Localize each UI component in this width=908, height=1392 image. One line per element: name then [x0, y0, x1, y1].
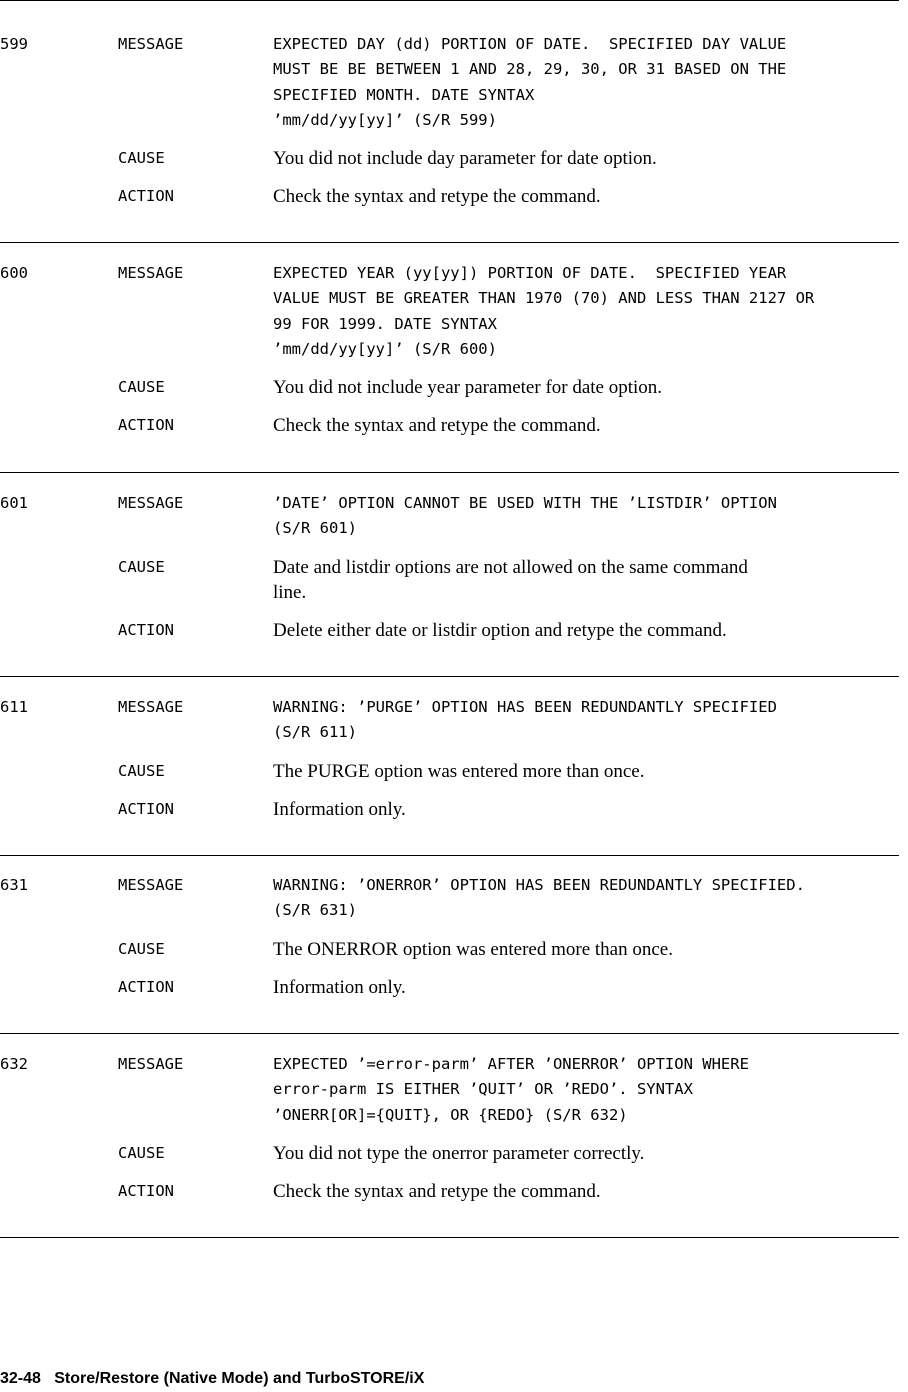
action-line: Information only.: [273, 976, 406, 998]
error-entry-632: [0, 1052, 908, 1204]
cause-line: The PURGE option was entered more than once.: [273, 760, 645, 782]
message-line: WARNING: ’PURGE’ OPTION HAS BEEN REDUNDANTLY SPECIFIED: [273, 698, 777, 716]
cause-line: You did not include year parameter for date option.: [273, 377, 663, 399]
message-text: [273, 32, 903, 133]
message-line: (S/R 611): [273, 723, 357, 742]
error-entry-611: [0, 695, 908, 822]
cause-label: CAUSE: [118, 939, 165, 958]
message-row: [0, 261, 908, 362]
cause-text: [273, 937, 903, 962]
cause-line: You did not include day parameter for date option.: [273, 148, 657, 170]
message-line: error-parm IS EITHER ’QUIT’ OR ’REDO’. SYNTAX: [273, 1080, 693, 1099]
separator-rule: [0, 242, 899, 243]
message-line: MUST BE BE BETWEEN 1 AND 28, 29, 30, OR 31 BASED ON THE: [273, 60, 787, 79]
cause-label: CAUSE: [118, 761, 165, 780]
cause-text: [273, 146, 903, 171]
message-label: MESSAGE: [118, 494, 184, 512]
message-line: (S/R 601): [273, 519, 357, 538]
cause-row: [0, 937, 908, 962]
separator-rule: [0, 676, 899, 677]
message-row: [0, 32, 908, 133]
error-entry-600: [0, 261, 908, 439]
message-line: EXPECTED DAY (dd) PORTION OF DATE. SPECIFIED DAY VALUE: [273, 35, 787, 53]
action-line: Information only.: [273, 798, 406, 820]
action-label: ACTION: [118, 799, 174, 818]
action-row: [0, 618, 908, 643]
cause-label: CAUSE: [118, 378, 165, 397]
action-row: [0, 1179, 908, 1204]
error-number: 631: [0, 876, 28, 894]
message-label: MESSAGE: [118, 35, 184, 53]
message-line: EXPECTED ’=error-parm’ AFTER ’ONERROR’ OPTION WHERE: [273, 1055, 749, 1073]
error-entry-631: [0, 873, 908, 1000]
message-line: 99 FOR 1999. DATE SYNTAX: [273, 314, 497, 333]
message-line: ’ONERR[OR]={QUIT}, OR {REDO} (S/R 632): [273, 1105, 628, 1124]
cause-line: The ONERROR option was entered more than once.: [273, 938, 673, 960]
cause-row: [0, 146, 908, 171]
cause-text: [273, 555, 903, 606]
message-row: [0, 873, 908, 924]
cause-text: [273, 375, 903, 400]
cause-row: [0, 759, 908, 784]
error-entry-599: [0, 32, 908, 210]
message-text: [273, 695, 903, 746]
message-row: [0, 491, 908, 542]
action-line: Check the syntax and retype the command.: [273, 1181, 601, 1203]
action-row: [0, 797, 908, 822]
message-line: VALUE MUST BE GREATER THAN 1970 (70) AND LESS THAN 2127 OR: [273, 289, 815, 308]
message-text: [273, 491, 903, 542]
action-line: Delete either date or listdir option and retype the command.: [273, 620, 727, 642]
cause-text: [273, 1141, 903, 1166]
separator-rule: [0, 1033, 899, 1034]
action-line: Check the syntax and retype the command.: [273, 186, 601, 208]
cause-label: CAUSE: [118, 149, 165, 168]
cause-label: CAUSE: [118, 1143, 165, 1162]
cause-row: [0, 375, 908, 400]
error-number: 599: [0, 35, 28, 53]
cause-row: [0, 1141, 908, 1166]
message-label: MESSAGE: [118, 1055, 184, 1073]
action-label: ACTION: [118, 416, 174, 435]
cause-label: CAUSE: [118, 557, 165, 576]
action-row: [0, 975, 908, 1000]
message-text: [273, 261, 903, 362]
error-number: 611: [0, 698, 28, 716]
cause-row: [0, 555, 908, 606]
message-row: [0, 695, 908, 746]
cause-line: Date and listdir options are not allowed on the same command: [273, 556, 748, 578]
error-number: 601: [0, 494, 28, 512]
message-row: [0, 1052, 908, 1128]
message-text: [273, 873, 903, 924]
action-line: Check the syntax and retype the command.: [273, 415, 601, 437]
action-text: [273, 975, 903, 1000]
message-label: MESSAGE: [118, 698, 184, 716]
action-label: ACTION: [118, 1182, 174, 1201]
message-line: ’DATE’ OPTION CANNOT BE USED WITH THE ’LISTDIR’ OPTION: [273, 494, 777, 512]
message-text: [273, 1052, 903, 1128]
separator-rule: [0, 855, 899, 856]
action-label: ACTION: [118, 621, 174, 640]
message-line: ’mm/dd/yy[yy]’ (S/R 600): [273, 339, 497, 358]
message-line: (S/R 631): [273, 901, 357, 920]
message-line: ’mm/dd/yy[yy]’ (S/R 599): [273, 110, 497, 129]
action-label: ACTION: [118, 977, 174, 996]
action-row: [0, 184, 908, 209]
action-label: ACTION: [118, 187, 174, 206]
page-footer: 32-48 Store/Restore (Native Mode) and TurboSTORE/iX: [0, 1370, 425, 1387]
separator-rule: [0, 472, 899, 473]
action-text: [273, 184, 903, 209]
error-number: 600: [0, 264, 28, 282]
message-label: MESSAGE: [118, 264, 184, 282]
error-entry-601: [0, 491, 908, 643]
message-line: SPECIFIED MONTH. DATE SYNTAX: [273, 85, 535, 104]
top-rule: [0, 0, 899, 1]
bottom-rule: [0, 1237, 899, 1238]
message-label: MESSAGE: [118, 876, 184, 894]
cause-line: You did not type the onerror parameter correctly.: [273, 1142, 645, 1164]
action-text: [273, 413, 903, 438]
message-line: EXPECTED YEAR (yy[yy]) PORTION OF DATE. SPECIFIED YEAR: [273, 264, 787, 282]
action-text: [273, 618, 903, 643]
action-text: [273, 797, 903, 822]
error-number: 632: [0, 1055, 28, 1073]
action-text: [273, 1179, 903, 1204]
cause-text: [273, 759, 903, 784]
action-row: [0, 413, 908, 438]
message-line: WARNING: ’ONERROR’ OPTION HAS BEEN REDUNDANTLY SPECIFIED.: [273, 876, 805, 894]
cause-line: line.: [273, 581, 307, 603]
